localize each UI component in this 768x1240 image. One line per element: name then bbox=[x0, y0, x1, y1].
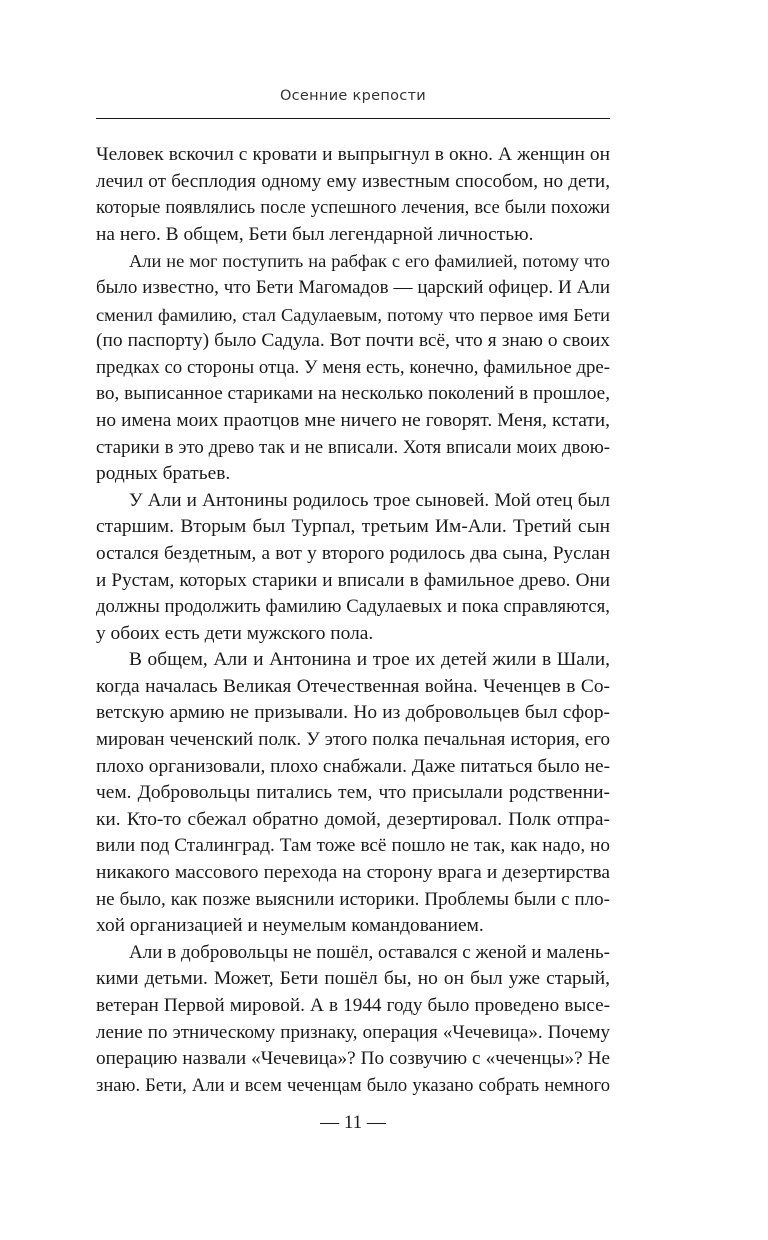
text-line: ки. Кто-то сбежал обратно домой, дезертировал. Полк отпра- bbox=[96, 808, 610, 830]
text-line: ветеран Первой мировой. А в 1944 году было проведено высе- bbox=[96, 995, 610, 1016]
text-line: кими детьми. Может, Бети пошёл бы, но он был уже старый, bbox=[96, 968, 610, 990]
text-line: Али не мог поступить на рабфак с его фамилией, потому что bbox=[129, 251, 610, 272]
text-line: и Рустам, которых старики и вписали в фамильное древо. Они bbox=[96, 569, 610, 591]
text-line: мирован чеченский полк. У этого полка печальная история, его bbox=[96, 729, 610, 751]
text-line: ветскую армию не призывали. Но из добровольцев был сфор- bbox=[96, 702, 610, 724]
text-line: но имена моих праотцов мне ничего не говорят. Меня, кстати, bbox=[96, 409, 610, 431]
text-line: плохо организовали, плохо снабжали. Даже питаться было не- bbox=[96, 755, 611, 777]
text-line: родных братьев. bbox=[96, 463, 231, 485]
text-line: лечил от бесплодия одному ему известным способом, но дети, bbox=[96, 170, 610, 192]
paragraph bbox=[96, 940, 610, 1100]
page-number: — 11 — bbox=[320, 1112, 386, 1133]
running-head: Осенние крепости bbox=[279, 88, 427, 104]
text-line: Человек вскочил с кровати и выпрыгнул в окно. А женщин он bbox=[96, 144, 610, 165]
paragraph bbox=[96, 248, 610, 487]
text-line: предках со стороны отца. У меня есть, конечно, фамильное дре- bbox=[96, 356, 610, 378]
text-line: не было, как позже выяснили историки. Проблемы были с пло- bbox=[96, 888, 610, 910]
text-line: Али в добровольцы не пошёл, оставался с женой и малень- bbox=[129, 941, 610, 963]
text-line: старшим. Вторым был Турпал, третьим Им-Али. Третий сын bbox=[96, 516, 610, 538]
text-line: вили под Сталинград. Там тоже всё пошло не так, как надо, но bbox=[96, 835, 610, 857]
text-line: на него. В общем, Бети был легендарной личностью. bbox=[96, 223, 534, 245]
text-line: было известно, что Бети Магомадов — царский офицер. И Али bbox=[96, 276, 610, 298]
paragraph bbox=[96, 647, 610, 940]
text-line: сменил фамилию, стал Садулаевым, потому что первое имя Бети bbox=[96, 304, 610, 325]
text-line: У Али и Антонины родилось трое сыновей. Мой отец был bbox=[129, 489, 610, 511]
text-line: операцию назвали «Чечевица»? По созвучию с «чеченцы»? Не bbox=[96, 1048, 610, 1070]
text-line: хой организацией и неумелым командованием. bbox=[96, 915, 484, 937]
text-line: В общем, Али и Антонина и трое их детей жили в Шали, bbox=[129, 649, 610, 671]
header-rule bbox=[96, 118, 610, 119]
text-line: которые появлялись после успешного лечения, все были похожи bbox=[96, 197, 610, 219]
text-line: во, выписанное стариками на несколько поколений в прошлое, bbox=[96, 383, 610, 405]
text-line: (по паспорту) было Садула. Вот почти всё, что я знаю о своих bbox=[96, 330, 610, 352]
paragraph bbox=[96, 142, 610, 248]
text-line: ление по этническому признаку, операция «Чечевица». Почему bbox=[96, 1021, 610, 1043]
text-line: старики в это древо так и не вписали. Хотя вписали моих двою- bbox=[96, 436, 610, 458]
text-line: никакого массового перехода на сторону врага и дезертирства bbox=[96, 862, 610, 884]
paragraph bbox=[96, 488, 610, 648]
text-line: должны продолжить фамилию Садулаевых и пока справляются, bbox=[96, 596, 610, 618]
text-line: остался бездетным, а вот у второго родилось два сына, Руслан bbox=[96, 542, 610, 564]
text-line: чем. Добровольцы питались тем, что присылали родственни- bbox=[96, 782, 610, 804]
body-text bbox=[96, 142, 610, 1099]
text-line: когда началась Великая Отечественная война. Чеченцев в Со- bbox=[96, 675, 610, 697]
text-line: у обоих есть дети мужского пола. bbox=[96, 622, 374, 644]
text-line: знаю. Бети, Али и всем чеченцам было указано собрать немного bbox=[96, 1074, 610, 1096]
